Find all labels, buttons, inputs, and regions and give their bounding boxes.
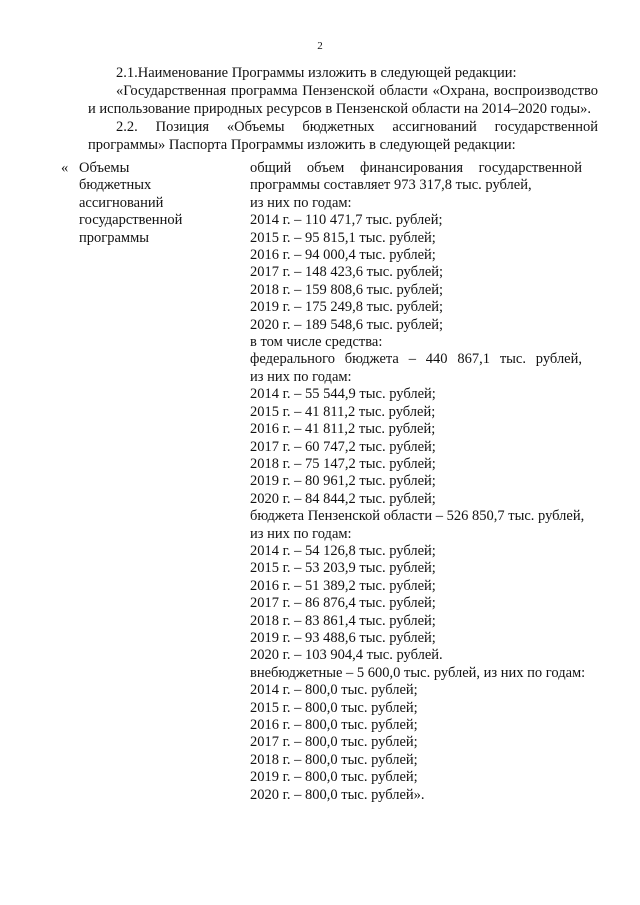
federal-year-line: 2017 г. – 60 747,2 тыс. рублей;: [250, 438, 436, 455]
federal-budget-intro: федерального бюджета – 440 867,1 тыс. рублей,: [250, 351, 582, 368]
including-label: в том числе средства:: [250, 334, 383, 351]
regional-year-line: 2015 г. – 53 203,9 тыс. рублей;: [250, 560, 436, 577]
extrabudget-year-line: 2018 г. – 800,0 тыс. рублей;: [250, 751, 418, 768]
regional-year-line: 2014 г. – 54 126,8 тыс. рублей;: [250, 542, 436, 559]
position-name-line: Объемы: [79, 160, 130, 176]
total-year-line: 2017 г. – 148 423,6 тыс. рублей;: [250, 264, 444, 281]
federal-year-line: 2020 г. – 84 844,2 тыс. рублей;: [250, 490, 436, 507]
federal-year-line: 2019 г. – 80 961,2 тыс. рублей;: [250, 473, 436, 490]
total-year-line: 2015 г. – 95 815,1 тыс. рублей;: [250, 229, 436, 246]
total-year-line: 2014 г. – 110 471,7 тыс. рублей;: [250, 212, 443, 229]
regional-year-line: 2017 г. – 86 876,4 тыс. рублей;: [250, 595, 436, 612]
extrabudget-year-line: 2020 г. – 800,0 тыс. рублей».: [250, 786, 425, 803]
regional-year-line: 2020 г. – 103 904,4 тыс. рублей.: [250, 647, 443, 664]
regional-year-line: 2019 г. – 93 488,6 тыс. рублей;: [250, 629, 436, 646]
regional-year-line: 2018 г. – 83 861,4 тыс. рублей;: [250, 612, 436, 629]
by-years-label: из них по годам:: [250, 525, 352, 542]
intro-text: [88, 64, 598, 154]
regional-year-line: 2016 г. – 51 389,2 тыс. рублей;: [250, 577, 436, 594]
by-years-label: из них по годам:: [250, 368, 352, 385]
paragraph-2-2: 2.2. Позиция «Объемы бюджетных ассигнований государственной программы» Паспорта Программы изложить в следующей редакции:: [88, 119, 598, 153]
extrabudget-year-line: 2014 г. – 800,0 тыс. рублей;: [250, 682, 418, 699]
total-year-line: 2019 г. – 175 249,8 тыс. рублей;: [250, 299, 444, 316]
regional-budget-intro: бюджета Пензенской области – 526 850,7 тыс. рублей,: [250, 508, 585, 525]
federal-year-line: 2016 г. – 41 811,2 тыс. рублей;: [250, 421, 436, 438]
federal-year-line: 2015 г. – 41 811,2 тыс. рублей;: [250, 403, 436, 420]
federal-year-line: 2014 г. – 55 544,9 тыс. рублей;: [250, 386, 436, 403]
paragraph-program-title: «Государственная программа Пензенской области «Охрана, воспроизводство и использование природных ресурсов в Пензенской области на 2014–2020 годы».: [88, 83, 598, 117]
total-year-line: 2020 г. – 189 548,6 тыс. рублей;: [250, 316, 444, 333]
funding-details: [250, 160, 586, 804]
page-number: 2: [317, 40, 323, 52]
opening-quote: «: [61, 160, 69, 176]
total-year-line: 2018 г. – 159 808,6 тыс. рублей;: [250, 281, 444, 298]
extrabudget-year-line: 2017 г. – 800,0 тыс. рублей;: [250, 734, 418, 751]
position-name-line: государственной: [79, 212, 183, 229]
total-year-line: 2016 г. – 94 000,4 тыс. рублей;: [250, 247, 436, 264]
extrabudget-year-line: 2019 г. – 800,0 тыс. рублей;: [250, 769, 418, 786]
extrabudget-year-line: 2015 г. – 800,0 тыс. рублей;: [250, 699, 418, 716]
position-name-line: программы: [79, 229, 149, 246]
by-years-label: из них по годам:: [250, 194, 352, 211]
federal-year-line: 2018 г. – 75 147,2 тыс. рублей;: [250, 455, 436, 472]
position-name: [79, 160, 219, 247]
paragraph-2-1: 2.1.Наименование Программы изложить в следующей редакции:: [116, 65, 517, 81]
position-name-line: бюджетных: [79, 177, 152, 194]
position-name-line: ассигнований: [79, 194, 164, 211]
extrabudget-year-line: 2016 г. – 800,0 тыс. рублей;: [250, 717, 418, 733]
extrabudget-intro: внебюджетные – 5 600,0 тыс. рублей, из них по годам:: [250, 664, 586, 681]
total-funding-intro: общий объем финансирования государственной программы составляет 973 317,8 тыс. рублей,: [250, 160, 582, 194]
